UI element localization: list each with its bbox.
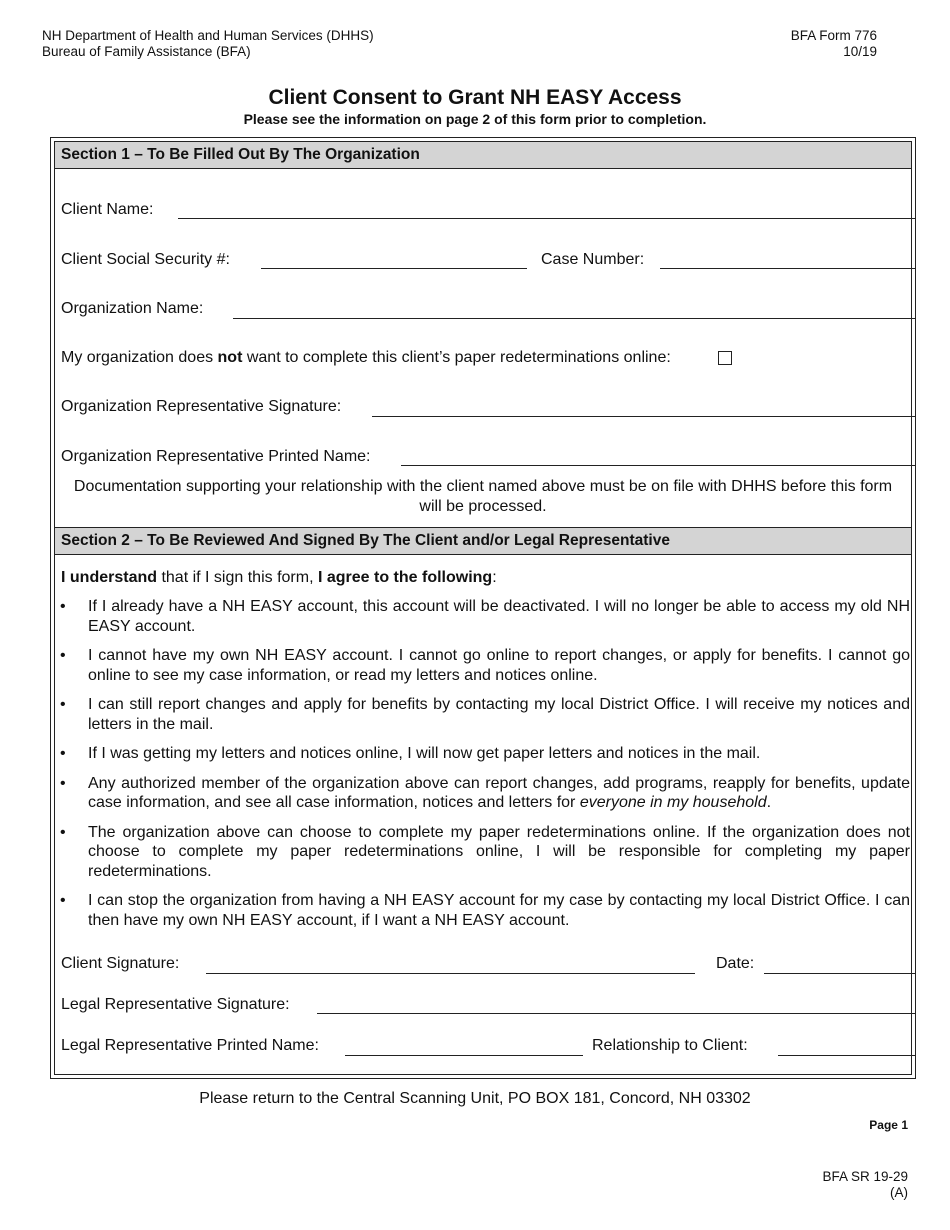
rep-printed-name-label: Organization Representative Printed Name: [61,448,371,465]
date-field[interactable] [764,973,916,974]
page-number: Page 1 [869,1118,908,1132]
optout-statement [61,349,671,367]
list-item [60,744,910,764]
list-item [60,646,910,685]
ssn-label: Client Social Security #: [61,251,230,268]
list-item-end: . [766,794,772,811]
list-item-text: Any authorized member of the organization above can report changes, add programs, reapply for benefits, update case information, and see all case information, notices and letters for [88,774,910,811]
consent-terms-list [60,597,910,940]
optout-checkbox[interactable] [718,351,732,365]
list-item [60,891,910,930]
intro-end: : [492,569,497,586]
list-item-text: The organization above can choose to complete my paper redeterminations online. If the organization does not choose to complete my paper redeterminations online, I will be responsible for completing my paper redeterminations. [88,823,910,880]
org-name-label: Organization Name: [61,300,204,317]
client-name-label: Client Name: [61,201,154,218]
intro-agree: I agree to the following [317,569,493,586]
list-item [60,695,910,734]
relationship-label: Relationship to Client: [592,1037,748,1054]
form-date: 10/19 [843,44,877,59]
form-subtitle: Please see the information on page 2 of this form prior to completion. [243,111,707,127]
list-item-text: If I was getting my letters and notices online, I will now get paper letters and notices in the mail. [88,745,761,762]
return-address: Please return to the Central Scanning Unit, PO BOX 181, Concord, NH 03302 [199,1090,751,1107]
agency-line-2: Bureau of Family Assistance (BFA) [42,44,251,59]
list-item-text: I cannot have my own NH EASY account. I cannot go online to report changes, or apply for benefits. I cannot go online to see my case information, or read my letters and notices online. [88,647,910,684]
intro-understand: I understand [61,569,158,586]
bullet-glyph: • [60,774,66,792]
legal-rep-printed-name-label: Legal Representative Printed Name: [61,1037,319,1054]
list-item [60,597,910,636]
bullet-glyph: • [60,598,66,615]
bullet-glyph: • [60,696,66,713]
list-item [60,823,910,882]
bullet-glyph: • [60,647,66,664]
sr-code-line-2: (A) [890,1185,908,1200]
client-signature-field[interactable] [206,973,695,974]
case-number-label: Case Number: [541,251,645,268]
rep-signature-label: Organization Representative Signature: [61,398,342,415]
ssn-field[interactable] [261,268,527,269]
agency-header [42,28,374,60]
optout-suffix: want to complete this client’s paper redeterminations online: [242,349,671,366]
optout-emphasis: not [217,349,243,366]
relationship-field[interactable] [778,1055,916,1056]
form-id-header [791,28,877,60]
legal-rep-signature-label: Legal Representative Signature: [61,996,290,1013]
intro-mid: that if I sign this form, [157,569,318,586]
legal-rep-signature-field[interactable] [317,1013,916,1014]
section-2-heading: Section 2 – To Be Reviewed And Signed By The Client and/or Legal Representative [55,527,911,555]
sr-code [822,1169,908,1201]
list-item-text: If I already have a NH EASY account, this account will be deactivated. I will no longer be able to access my old NH EASY account. [88,598,910,635]
sr-code-line-1: BFA SR 19-29 [822,1169,908,1184]
bullet-glyph: • [60,823,66,841]
legal-rep-printed-name-field[interactable] [345,1055,583,1056]
date-label: Date: [716,955,755,972]
documentation-note: Documentation supporting your relationship with the client named above must be on file with DHHS before this form will be processed. [73,478,893,515]
rep-signature-field[interactable] [372,416,916,417]
client-name-field[interactable] [178,218,916,219]
rep-printed-name-field[interactable] [401,465,916,466]
section-1-heading: Section 1 – To Be Filled Out By The Organization [55,141,911,169]
list-item-emphasis: everyone in my household [579,794,767,811]
case-number-field[interactable] [660,268,916,269]
optout-prefix: My organization does [61,349,218,366]
bullet-glyph: • [60,892,66,909]
section-2-intro [61,568,497,588]
list-item-text: I can still report changes and apply for benefits by contacting my local District Office. I will receive my notices and letters in the mail. [88,696,910,733]
list-item-text: I can stop the organization from having a NH EASY account for my case by contacting my local District Office. I can then have my own NH EASY account, if I want a NH EASY account. [88,892,910,929]
form-title: Client Consent to Grant NH EASY Access [268,86,682,109]
org-name-field[interactable] [233,318,916,319]
agency-line-1: NH Department of Health and Human Services (DHHS) [42,28,374,43]
form-number: BFA Form 776 [790,28,877,43]
list-item [60,774,910,813]
bullet-glyph: • [60,745,66,762]
client-signature-label: Client Signature: [61,955,180,972]
